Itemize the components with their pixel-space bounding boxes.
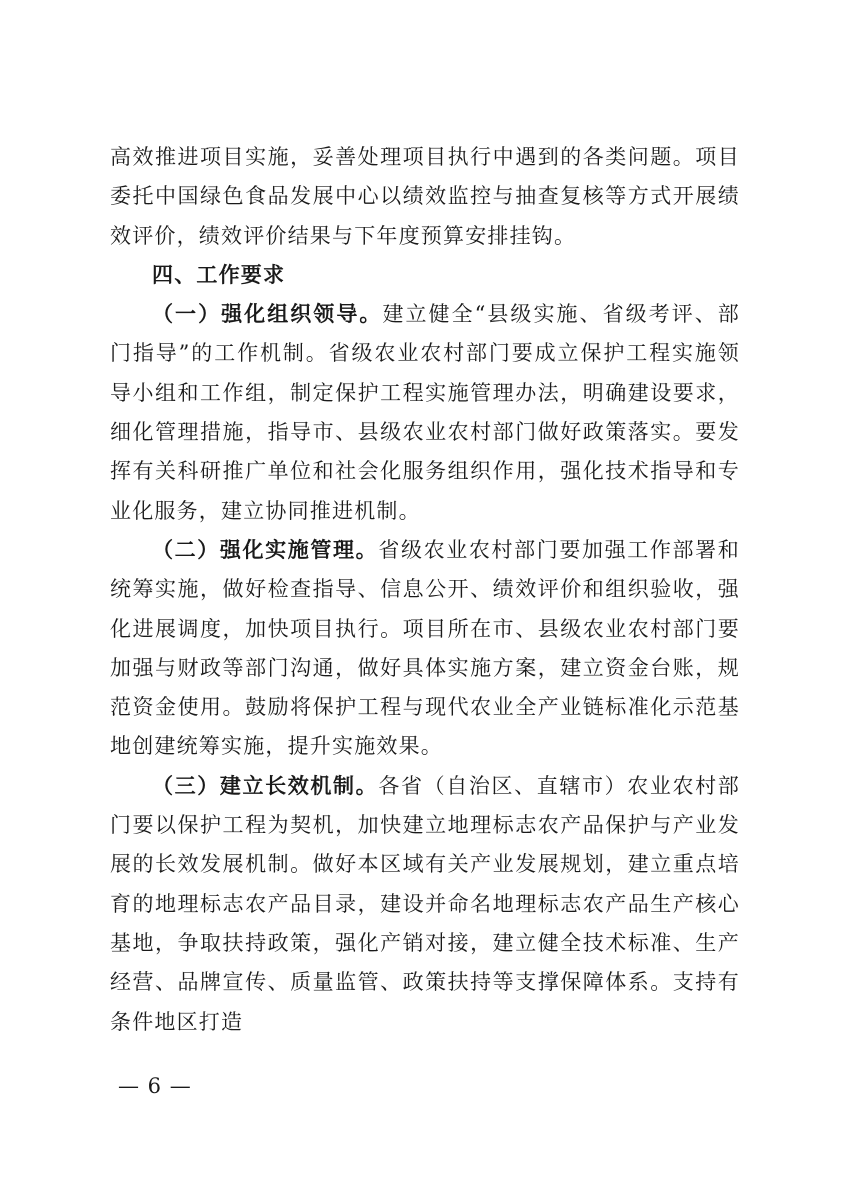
section-heading: 四、工作要求 bbox=[152, 262, 286, 287]
requirement-item-1 bbox=[110, 295, 740, 531]
paragraph-continuation bbox=[110, 138, 740, 256]
body-text bbox=[110, 138, 740, 1042]
item-heading: （三）建立长效机制。 bbox=[152, 773, 379, 798]
requirement-item-2 bbox=[110, 531, 740, 767]
paragraph-text: 高效推进项目实施，妥善处理项目执行中遇到的各类问题。项目委托中国绿色食品发展中心以绩效监控与抽查复核等方式开展绩效评价，绩效评价结果与下年度预算安排挂钩。 bbox=[110, 145, 740, 248]
page-number: — 6 — bbox=[118, 1074, 192, 1098]
item-text: 省级农业农村部门要加强工作部署和统筹实施，做好检查指导、信息公开、绩效评价和组织验收，强化进展调度，加快项目执行。项目所在市、县级农业农村部门要加强与财政等部门沟通，做好具体实施方案，建立资金台账，规范资金使用。鼓励将保护工程与现代农业全产业链标准化示范基地创建统筹实施，提升实施效果。 bbox=[110, 537, 741, 759]
item-text: 建立健全“县级实施、省级考评、部门指导”的工作机制。省级农业农村部门要成立保护工程实施领导小组和工作组，制定保护工程实施管理办法，明确建设要求，细化管理措施，指导市、县级农业农村部门做好政策落实。要发挥有关科研推广单位和社会化服务组织作用，强化技术指导和专业化服务，建立协同推进机制。 bbox=[110, 302, 741, 523]
item-heading: （二）强化实施管理。 bbox=[152, 537, 379, 562]
requirement-item-3 bbox=[110, 767, 740, 1042]
item-text: 各省（自治区、直辖市）农业农村部门要以保护工程为契机，加快建立地理标志农产品保护与产业发展的长效发展机制。做好本区域有关产业发展规划，建立重点培育的地理标志农产品目录，建设并命名地理标志农产品生产核心基地，争取扶持政策，强化产销对接，建立健全技术标准、生产经营、品牌宣传、质量监管、政策扶持等支撑保障体系。支持有条件地区打造 bbox=[110, 773, 741, 1034]
item-heading: （一）强化组织领导。 bbox=[152, 302, 383, 327]
